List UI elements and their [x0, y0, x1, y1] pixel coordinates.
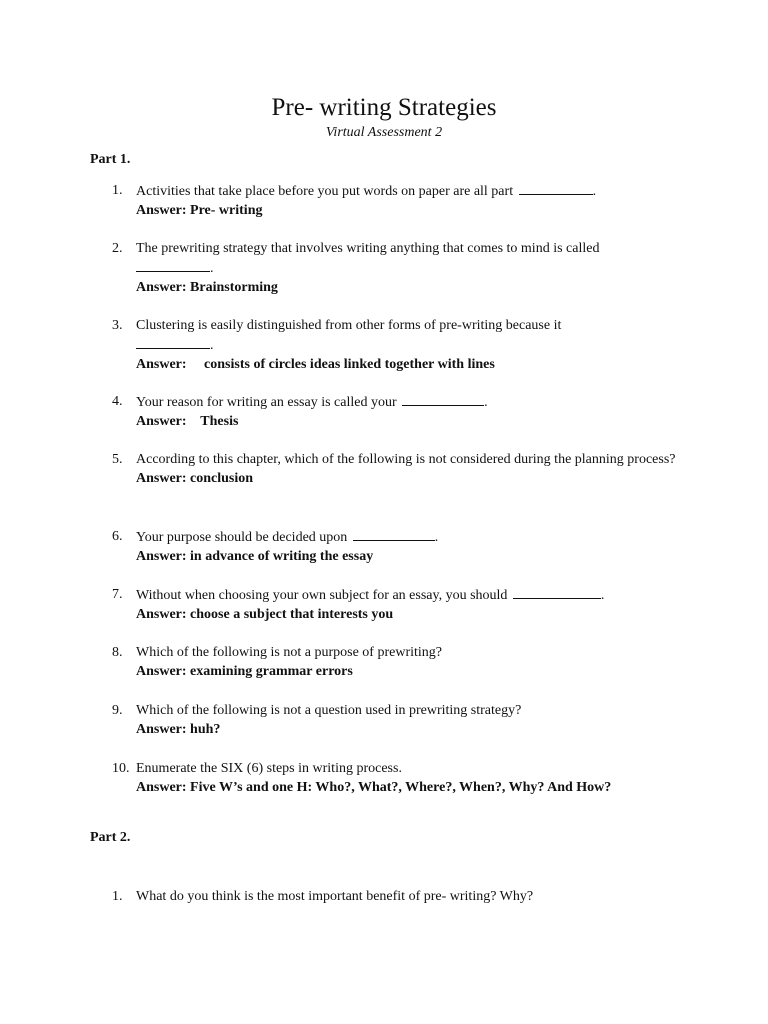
question-number: 7. — [112, 587, 123, 602]
answer-blank — [402, 392, 484, 406]
question-number: 6. — [112, 529, 123, 544]
question-7 — [112, 585, 682, 624]
answer-blank — [136, 258, 210, 272]
question-text: Enumerate the SIX (6) steps in writing process. — [136, 761, 402, 776]
question-number: 4. — [112, 394, 123, 409]
answer-text: Answer: Pre- writing — [136, 203, 263, 218]
answer-text: Answer: huh? — [136, 722, 221, 737]
answer-blank — [519, 181, 593, 195]
question-text: Without when choosing your own subject for an essay, you should . — [136, 585, 682, 605]
question-9 — [112, 701, 682, 739]
question-number: 2. — [112, 241, 123, 256]
question-number: 10. — [112, 761, 130, 776]
question-number: 8. — [112, 645, 123, 660]
question-2 — [112, 239, 682, 297]
question-3 — [112, 316, 682, 374]
question-text: What do you think is the most important benefit of pre- writing? Why? — [136, 889, 534, 904]
document-subtitle: Virtual Assessment 2 — [325, 125, 443, 140]
answer-blank — [353, 527, 435, 541]
part-2-question-1 — [112, 887, 682, 906]
answer-text: Answer: choose a subject that interests you — [136, 607, 394, 622]
question-number: 1. — [112, 183, 123, 198]
answer-text: Answer: consists of circles ideas linked together with lines — [136, 357, 495, 372]
part-2-heading: Part 2. — [90, 830, 131, 845]
question-4 — [112, 392, 682, 431]
question-text: Which of the following is not a purpose of prewriting? — [136, 645, 442, 660]
document-title: Pre- writing Strategies — [271, 94, 497, 121]
answer-text: Answer: Five W’s and one H: Who?, What?, Where?, When?, Why? And How? — [136, 780, 612, 795]
question-text: Activities that take place before you put words on paper are all part . — [136, 181, 682, 201]
answer-text: Answer: in advance of writing the essay — [136, 549, 374, 564]
answer-text: Answer: examining grammar errors — [136, 664, 353, 679]
question-10 — [112, 759, 682, 797]
question-text: Clustering is easily distinguished from other forms of pre-writing because it . — [136, 318, 562, 353]
question-number: 1. — [112, 889, 123, 904]
question-5 — [112, 450, 682, 488]
question-text: Your reason for writing an essay is called your . — [136, 392, 682, 412]
question-text: According to this chapter, which of the following is not considered during the planning process? — [136, 452, 676, 467]
question-number: 5. — [112, 452, 123, 467]
answer-text: Answer: Thesis — [136, 414, 239, 429]
part-1-heading: Part 1. — [90, 152, 131, 167]
question-6 — [112, 527, 682, 566]
answer-blank — [136, 335, 210, 349]
question-number: 9. — [112, 703, 123, 718]
question-text: Your purpose should be decided upon . — [136, 527, 682, 547]
question-1 — [112, 181, 682, 220]
answer-text: Answer: Brainstorming — [136, 280, 278, 295]
question-number: 3. — [112, 318, 123, 333]
question-8 — [112, 643, 682, 681]
answer-blank — [513, 585, 601, 599]
answer-text: Answer: conclusion — [136, 471, 254, 486]
question-text: The prewriting strategy that involves writing anything that comes to mind is called . — [136, 241, 600, 276]
question-text: Which of the following is not a question used in prewriting strategy? — [136, 703, 522, 718]
